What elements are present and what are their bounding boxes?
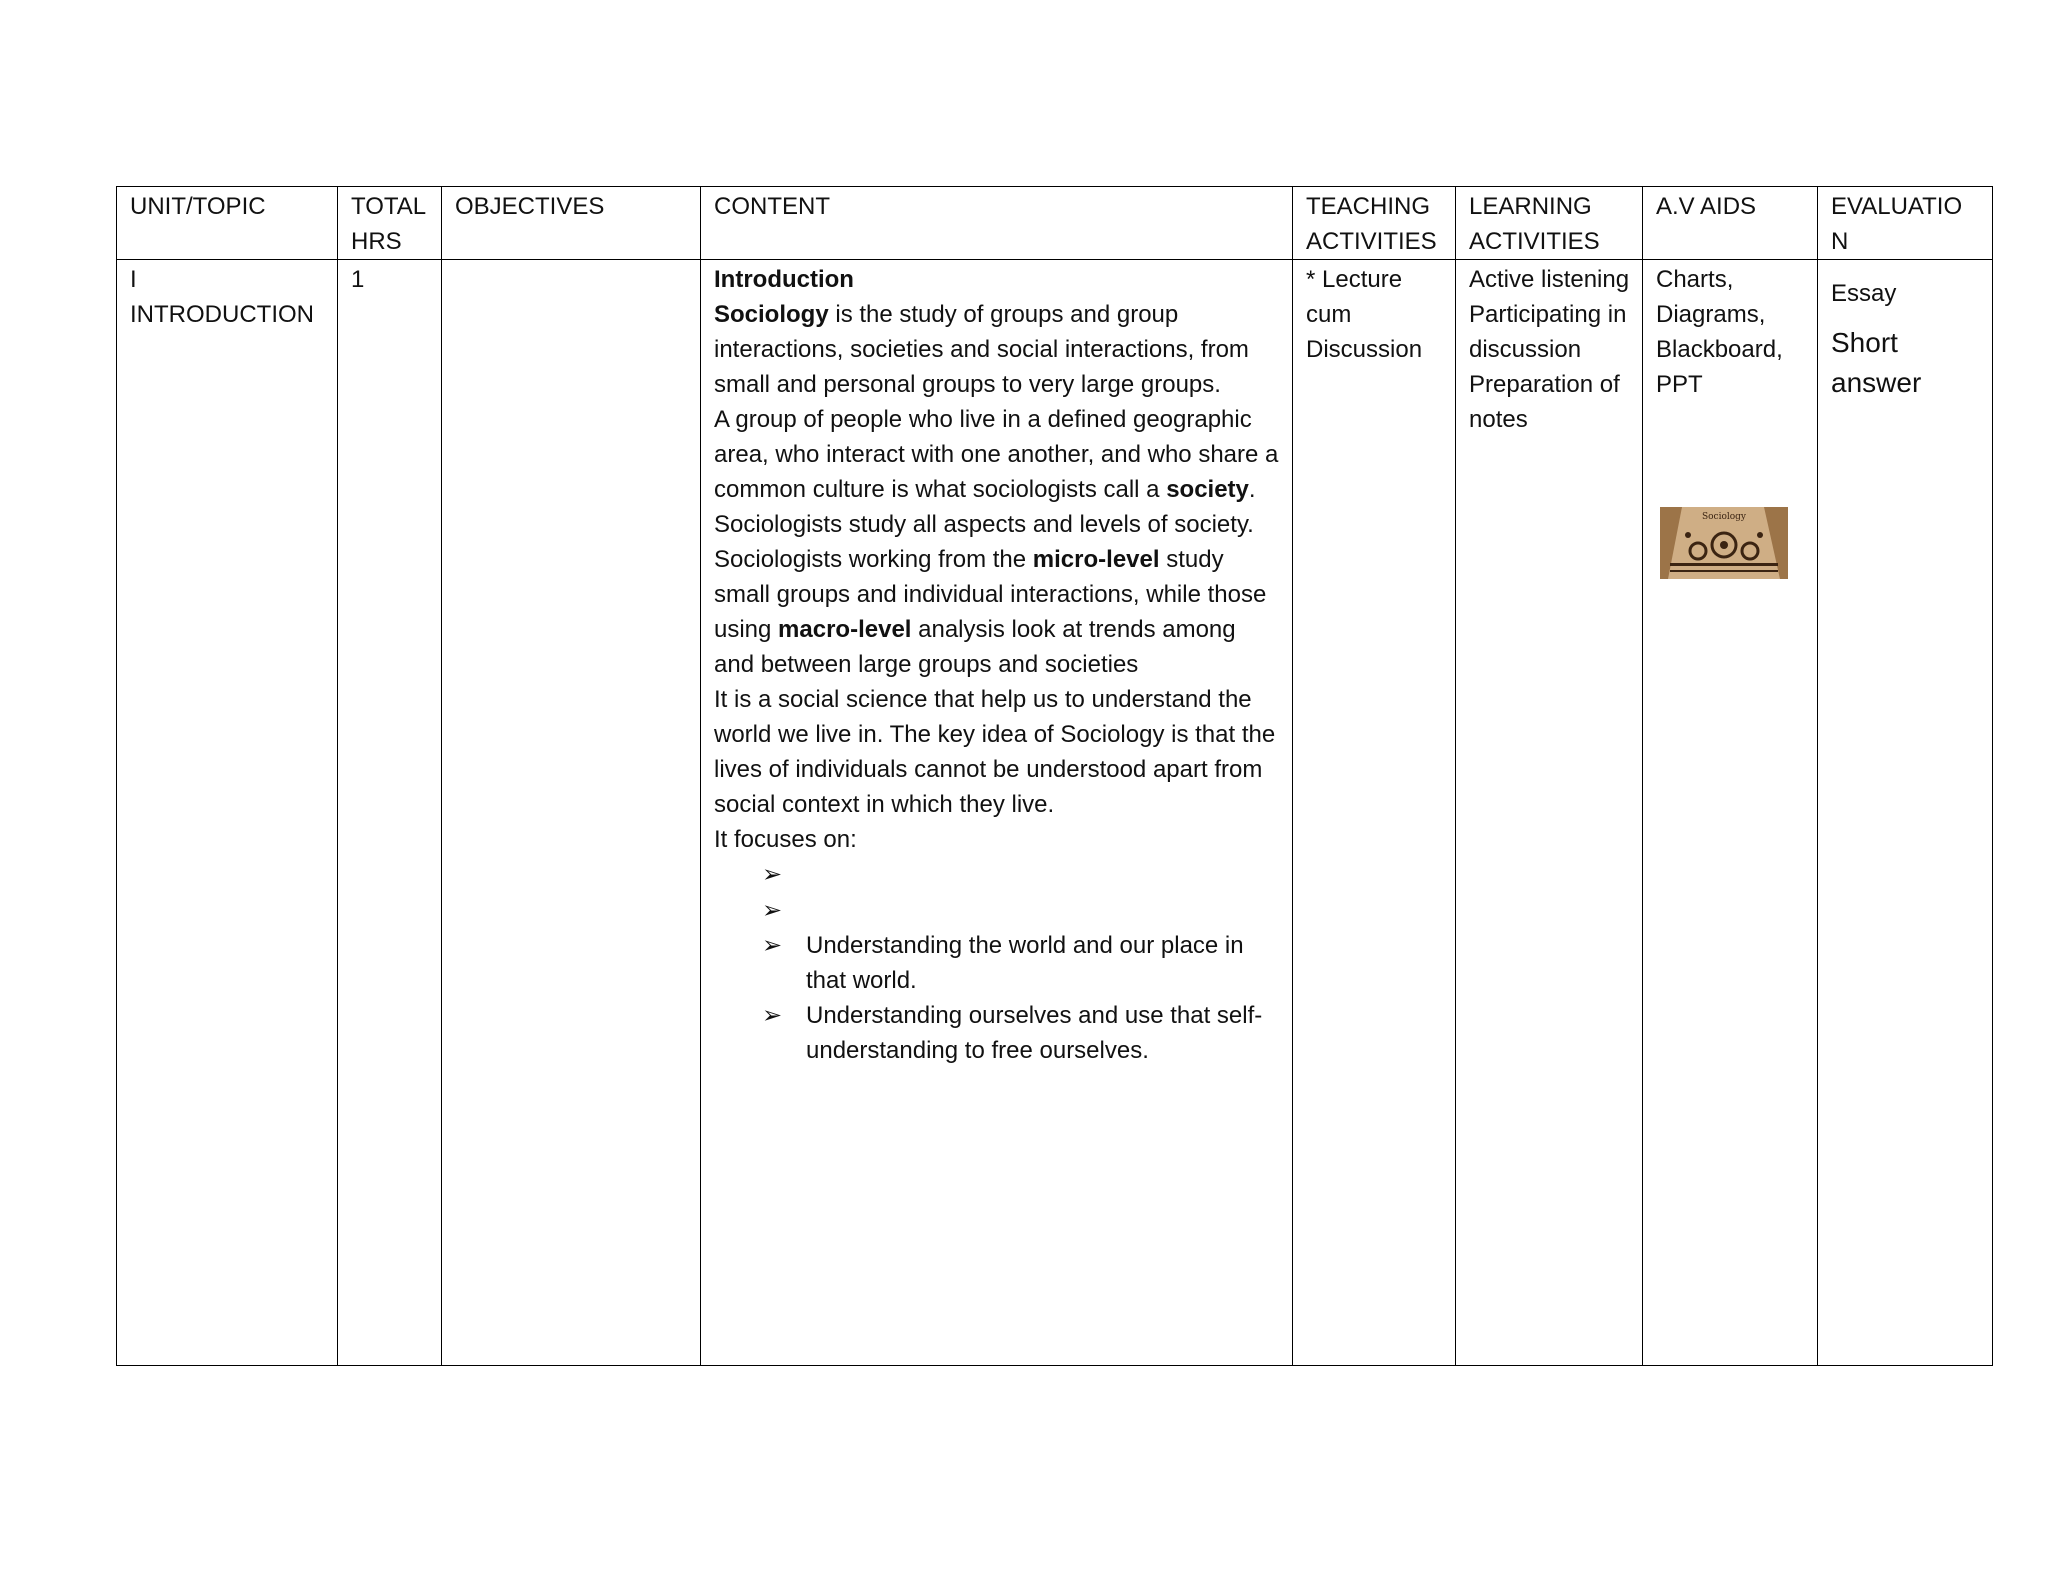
list-item-text: Understanding the world and our place in that world. (806, 932, 1244, 995)
header-evaluation: EVALUATIO N (1818, 187, 1993, 260)
unit-topic-cell (117, 260, 338, 1366)
header-teaching-activities: TEACHING ACTIVITIES (1293, 187, 1456, 260)
paragraph-text: analysis look at trends among and between large groups and societies (714, 616, 1236, 678)
av-aids-cell (1643, 260, 1818, 1366)
content-heading: Introduction (714, 266, 854, 293)
table-row (117, 260, 1993, 1366)
teaching-activities-cell: * Lecture cum Discussion (1293, 260, 1456, 1366)
header-total-hrs: TOTAL HRS (338, 187, 442, 260)
term-micro-level: micro-level (1032, 546, 1160, 573)
content-paragraph-1 (714, 297, 1280, 402)
list-item (762, 928, 1280, 998)
sociology-image (1660, 507, 1788, 579)
header-unit-topic: UNIT/TOPIC (117, 187, 338, 260)
arrow-bullet-icon: ➢ (762, 895, 783, 924)
content-cell (701, 260, 1293, 1366)
paragraph-text: . (1248, 476, 1256, 503)
unit-number: I (130, 266, 137, 293)
table-header-row (117, 187, 1993, 260)
paragraph-text: A group of people who live in a defined geographic area, who interact with one another, and who share a common culture is what sociologists call a (714, 406, 1279, 503)
header-objectives: OBJECTIVES (442, 187, 701, 260)
focus-list (714, 857, 1280, 1068)
content-paragraph-2 (714, 402, 1280, 507)
paragraph-text: study small groups and individual interactions, while those using (714, 546, 1267, 643)
evaluation-short-answer: Short answer (1831, 327, 1922, 398)
lesson-plan-table (116, 186, 1993, 1366)
arrow-bullet-icon: ➢ (762, 860, 783, 888)
evaluation-essay: Essay (1831, 280, 1897, 307)
sociology-gears-illustration (1660, 507, 1788, 579)
objectives-cell (442, 260, 701, 1366)
list-item-text: Understanding ourselves and use that self- understanding to free ourselves. (806, 1002, 1263, 1065)
term-macro-level: macro-level (778, 616, 912, 643)
total-hrs-cell: 1 (338, 260, 442, 1366)
unit-topic: INTRODUCTION (130, 301, 314, 328)
content-paragraph-4: It is a social science that help us to understand the world we live in. The key idea of Sociology is that the lives of individuals cannot be understood apart from social context in which they live. (714, 686, 1276, 818)
av-aids-text: Charts, Diagrams, Blackboard, PPT (1656, 266, 1783, 398)
focus-intro: It focuses on: (714, 826, 857, 853)
paragraph-text: is the study of groups and group interactions, societies and social interactions, from small and personal groups to very large groups. (714, 301, 1249, 398)
evaluation-cell (1818, 260, 1993, 1366)
header-content: CONTENT (701, 187, 1293, 260)
header-av-aids: A.V AIDS (1643, 187, 1818, 260)
learning-activities-cell: Active listening Participating in discussion Preparation of notes (1456, 260, 1643, 1366)
content-paragraph-3 (714, 507, 1280, 682)
list-item (762, 857, 1280, 893)
term-sociology: Sociology (714, 301, 829, 328)
arrow-bullet-icon: ➢ (762, 931, 783, 960)
term-society: society (1166, 476, 1249, 503)
av-image-label: Sociology (1701, 512, 1747, 522)
arrow-bullet-icon: ➢ (762, 1001, 783, 1030)
list-item (762, 998, 1280, 1068)
paragraph-text: Sociologists study all aspects and levels of society. Sociologists working from the (714, 511, 1254, 573)
header-learning-activities: LEARNING ACTIVITIES (1456, 187, 1643, 260)
list-item (762, 893, 1280, 929)
